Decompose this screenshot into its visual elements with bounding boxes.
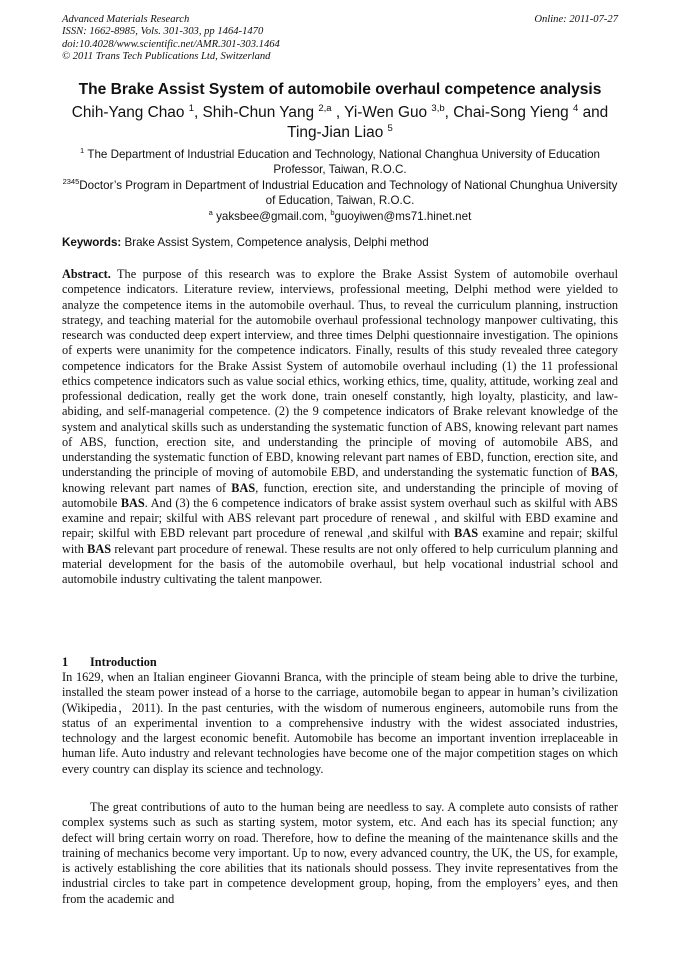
abstract-text: , knowing relevant part names of: [62, 465, 618, 495]
affiliation-text: Doctor’s Program in Department of Industrial Education and Technology of National Chunghua University of Education, Taiwan, R.O.C.: [79, 179, 618, 207]
section-number: 1: [62, 655, 69, 669]
author-separator: ,: [193, 104, 199, 121]
abstract-text: . And (3) the 6 competence indicators of brake assist system overhaul such as skilful with ABS examine and repair; skilful with ABS relevant part procedure of renewal , and skilful with EBD examine and repair; skilful with EBD relevant part procedure of renewal ,and skilful with: [62, 495, 618, 541]
author-conjunction: and: [582, 104, 609, 121]
abstract-bold-term: BAS: [591, 465, 615, 480]
keywords: [62, 235, 618, 250]
intro-paragraph-2: The great contributions of auto to the human being are needless to say. A complete auto consists of rather complex systems such as such as starting system, motor system, etc. And each has its special function; any defect will bring certain worry on road. Therefore, how to define the meaning of the maintenance skills and the training of mechanics become very important. Up to now, every advanced country, the UK, the US, for example, is actively establishing the core abilities that its nationals should possess. They invite representatives from the industrial circles to take part in competence development group, hoping, from the employers’ eyes, and then from the academic and: [62, 800, 618, 906]
email-mark: b: [330, 208, 335, 217]
author-separator: ,: [335, 104, 341, 121]
affiliation-mark: 1: [80, 146, 85, 155]
journal-name: Advanced Materials Research: [62, 14, 190, 25]
author-affil-mark: 4: [572, 103, 579, 114]
author-list: [62, 103, 618, 143]
author-name: Ting-Jian Liao: [287, 124, 384, 141]
affiliation-1: [62, 147, 618, 177]
keywords-label: Keywords:: [62, 236, 122, 249]
author-name: Shih-Chun Yang: [202, 104, 315, 121]
author-name: Chai-Song Yieng: [453, 104, 569, 121]
affiliation-2: [62, 178, 618, 208]
affiliation-mark: 2345: [62, 177, 80, 186]
author-affil-mark: 5: [387, 123, 393, 134]
abstract-text: relevant part procedure of renewal. These results are not only offered to help curriculum planning and material development for the basis of the automobile overhaul, but help vocational industrial school and automobile industry cultivating the talent manpower.: [62, 541, 618, 586]
author-affil-mark: 2,a: [318, 103, 332, 114]
doi-line: doi:10.4028/www.scientific.net/AMR.301-303.1464: [62, 38, 280, 50]
section-heading-introduction: [62, 655, 618, 670]
keywords-text: Brake Assist System, Competence analysis, Delphi method: [124, 236, 429, 249]
abstract-bold-term: BAS: [454, 526, 479, 541]
online-date: Online: 2011-07-27: [534, 14, 618, 25]
email-mark: a: [208, 208, 213, 217]
abstract-text: The purpose of this research was to explore the Brake Assist System of automobile overhaul competence indicators. Literature review, interviews, professional meeting, Delphi method were yielded to analyze the competence items in the automobile overhaul. Thus, to reveal the curriculum planning, instruction strategy, and teaching material for the automobile overhaul professional technology manpower cultivating, this research was conducted deep expert interview, and three times Delphi questionnaire investigation. The opinions of experts were unanimity for the competence indicators. Finally, results of this study revealed three category competence indicators for the Brake Assist System of automobile overhaul including (1) the 11 professional ethics competence indicators such as value social ethics, working ethics, time, quality, attitude, working zeal and professional dedication, really get the work done, train oneself constantly, high loyalty, plasticity, and law-abiding, and self-managerial competence. (2) the 9 competence indicators of Brake relevant knowledge of the system and analytical skills such as understanding the systematic function of ABS, knowing relevant part names of ABS, function, erection site, and understanding the principle of moving of automobile ABS, and understanding the systematic function of EBD, knowing relevant part names of EBD, function, erection site, and understanding the principle of moving of automobile EBD, and understanding the systematic function of: [62, 267, 618, 480]
abstract-bold-term: BAS: [120, 495, 145, 510]
author-name: Chih-Yang Chao: [71, 104, 185, 121]
abstract: [62, 267, 618, 587]
intro-paragraph-1: In 1629, when an Italian engineer Giovanni Branca, with the principle of steam being able to drive the turbine, installed the steam power instead of a horse to the carriage, automobile began to appear in human’s civilization (Wikipedia，2011). In the past centuries, with the wisdom of numerous engineers, automobile runs from the status of an experimental invention to a comprehensive industry with the widest associated industries, technology and the largest economic benefit. Automobile has become an important invention irreplaceable in human life. Auto industry and relevant technologies have become one of the major competition stages on which every country can display its science and technology.: [62, 670, 618, 776]
author-affil-mark: 3,b: [431, 103, 445, 114]
affiliation-text: The Department of Industrial Education and Technology, National Changhua University of Education Professor, Taiwan, R.O.C.: [87, 148, 600, 176]
issn-line: ISSN: 1662-8985, Vols. 301-303, pp 1464-1470: [62, 26, 264, 38]
journal-header: [62, 14, 618, 64]
author-name: Yi-Wen Guo: [344, 104, 428, 121]
email-address: yaksbee@gmail.com,: [216, 210, 328, 223]
copyright-line: © 2011 Trans Tech Publications Ltd, Switzerland: [62, 51, 271, 63]
abstract-bold-term: BAS: [87, 541, 112, 556]
email-address: guoyiwen@ms71.hinet.net: [334, 210, 472, 223]
author-affil-mark: 1: [188, 103, 194, 114]
author-emails: [62, 209, 618, 224]
section-title: Introduction: [90, 655, 157, 669]
abstract-label: Abstract.: [62, 267, 111, 281]
abstract-text: examine and repair; skilful with: [62, 526, 619, 556]
paper-title: The Brake Assist System of automobile overhaul competence analysis: [78, 81, 602, 98]
author-separator: ,: [444, 104, 449, 121]
abstract-text: , function, erection site, and understanding the principle of moving of automobile: [62, 480, 618, 510]
abstract-bold-term: BAS: [231, 480, 256, 495]
